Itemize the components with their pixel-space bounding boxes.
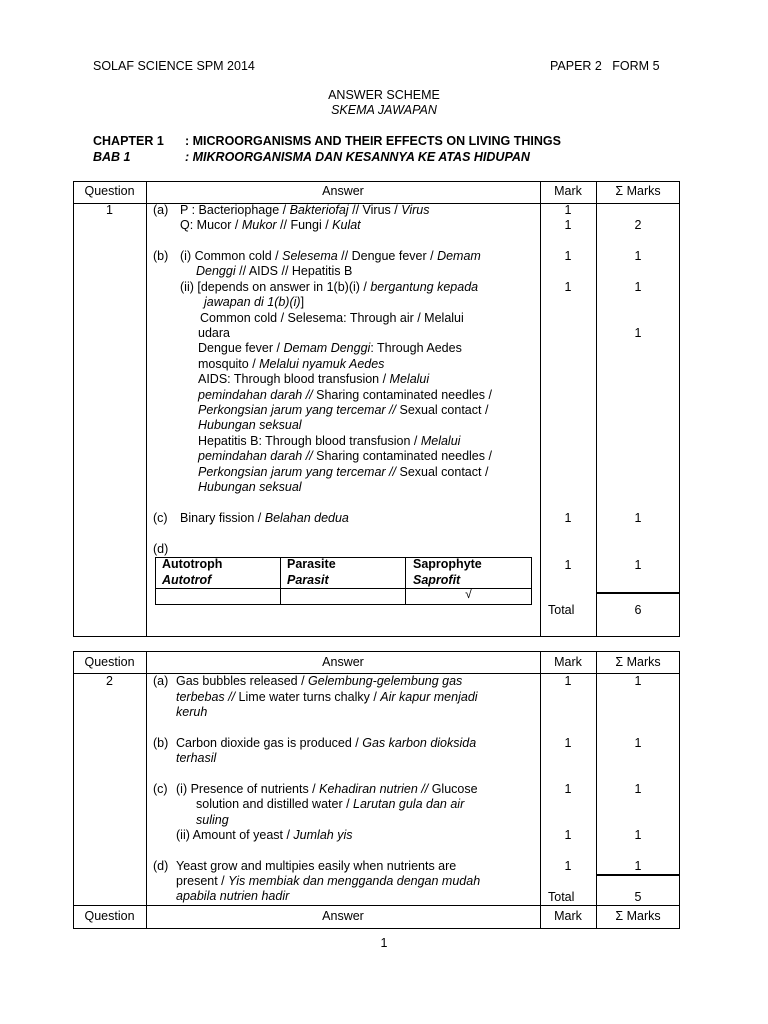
answer-line: Q: Mucor / Mukor // Fungi / Kulat — [180, 218, 361, 232]
part-label: (a) — [153, 674, 169, 688]
total-label: Total — [548, 603, 575, 617]
sum-mark-value: 1 — [634, 674, 642, 688]
mark-value: 1 — [564, 280, 572, 294]
answer-line: Gas bubbles released / Gelembung-gelembung gas — [176, 674, 463, 688]
sum-mark-value: 1 — [634, 782, 642, 796]
header-question: Question — [84, 909, 135, 923]
header-sum-marks: Σ Marks — [615, 655, 661, 669]
sum-mark-value: 1 — [634, 828, 642, 842]
part-label: (a) — [153, 203, 169, 217]
sum-mark-value: 1 — [634, 859, 642, 873]
answer-line: Hepatitis B: Through blood transfusion / Melalui — [198, 434, 461, 448]
col-header-ms: Saprofit — [413, 573, 461, 587]
mark-value: 1 — [564, 511, 572, 525]
header-mark: Mark — [554, 184, 582, 198]
answer-line: Dengue fever / Demam Denggi: Through Aedes — [198, 341, 462, 355]
answer-line: solution and distilled water / Larutan gula dan air — [196, 797, 465, 811]
part-label: (b) — [153, 736, 169, 750]
sum-mark-value: 1 — [634, 249, 642, 263]
part-label: (b) — [153, 249, 169, 263]
sum-mark-value: 1 — [634, 280, 642, 294]
answer-line: Hubungan seksual — [198, 418, 302, 432]
answer-line: apabila nutrien hadir — [176, 889, 290, 903]
bab-title: : MIKROORGANISMA DAN KESANNYA KE ATAS HIDUPAN — [185, 150, 530, 164]
answer-line: Common cold / Selesema: Through air / Melalui — [200, 311, 464, 325]
header-question: Question — [84, 655, 135, 669]
tick-mark: √ — [465, 587, 472, 601]
question-number: 2 — [106, 674, 113, 688]
col-header-ms: Parasit — [287, 573, 329, 587]
mark-value: 1 — [564, 558, 572, 572]
mark-value: 1 — [564, 249, 572, 263]
sum-mark-value: 2 — [634, 218, 642, 232]
col-header-en: Parasite — [287, 557, 336, 571]
header-right: PAPER 2 FORM 5 — [550, 59, 660, 73]
header-mark: Mark — [554, 909, 582, 923]
col-header-ms: Autotrof — [162, 573, 212, 587]
answer-line: mosquito / Melalui nyamuk Aedes — [198, 357, 385, 371]
mark-value: 1 — [564, 674, 572, 688]
answer-line: pemindahan darah // Sharing contaminated needles / — [198, 388, 492, 402]
total-label: Total — [548, 890, 575, 904]
bab-label: BAB 1 — [93, 150, 131, 164]
sum-mark-value: 1 — [634, 736, 642, 750]
answer-line: P : Bacteriophage / Bakteriofaj // Virus / Virus — [180, 203, 430, 217]
answer-line: AIDS: Through blood transfusion / Melalui — [198, 372, 430, 386]
part-label: (d) — [153, 859, 169, 873]
mark-value: 1 — [564, 859, 572, 873]
col-header-en: Autotroph — [162, 557, 223, 571]
sum-mark-value: 1 — [634, 558, 642, 572]
answer-line: Carbon dioxide gas is produced / Gas karbon dioksida — [176, 736, 477, 750]
answer-line: (i) Common cold / Selesema // Dengue fever / Demam — [180, 249, 481, 263]
total-value: 5 — [634, 890, 642, 904]
answer-line: Binary fission / Belahan dedua — [180, 511, 349, 525]
answer-line: jawapan di 1(b)(i)] — [204, 295, 305, 309]
col-header-en: Saprophyte — [413, 557, 482, 571]
header-mark: Mark — [554, 655, 582, 669]
title-skema-jawapan: SKEMA JAWAPAN — [331, 103, 437, 117]
question-number: 1 — [106, 203, 113, 217]
sum-mark-value: 1 — [634, 326, 642, 340]
chapter-label: CHAPTER 1 — [93, 134, 164, 148]
answer-line: present / Yis membiak dan mengganda dengan mudah — [176, 874, 481, 888]
part-label: (c) — [153, 511, 168, 525]
answer-line: Denggi // AIDS // Hepatitis B — [196, 264, 353, 278]
mark-value: 1 — [564, 218, 572, 232]
answer-line: pemindahan darah // Sharing contaminated needles / — [198, 449, 492, 463]
answer-line: (ii) Amount of yeast / Jumlah yis — [176, 828, 353, 842]
answer-line: Perkongsian jarum yang tercemar // Sexual contact / — [198, 403, 489, 417]
page-number: 1 — [380, 936, 388, 950]
answer-line: terbebas // Lime water turns chalky / Air kapur menjadi — [176, 690, 478, 704]
header-answer: Answer — [322, 184, 364, 198]
header-answer: Answer — [322, 909, 364, 923]
chapter-title: : MICROORGANISMS AND THEIR EFFECTS ON LIVING THINGS — [185, 134, 561, 148]
part-label: (d) — [153, 542, 169, 556]
mark-value: 1 — [564, 782, 572, 796]
header-left: SOLAF SCIENCE SPM 2014 — [93, 59, 255, 73]
answer-line: Yeast grow and multipies easily when nutrients are — [176, 859, 457, 873]
answer-line: udara — [198, 326, 230, 340]
header-sum-marks: Σ Marks — [615, 184, 661, 198]
total-value: 6 — [634, 603, 642, 617]
mark-value: 1 — [564, 203, 572, 217]
answer-line: keruh — [176, 705, 208, 719]
mark-value: 1 — [564, 828, 572, 842]
answer-line: (i) Presence of nutrients / Kehadiran nutrien // Glucose — [176, 782, 478, 796]
answer-line: Perkongsian jarum yang tercemar // Sexual contact / — [198, 465, 489, 479]
part-label: (c) — [153, 782, 168, 796]
answer-line: Hubungan seksual — [198, 480, 302, 494]
title-answer-scheme: ANSWER SCHEME — [328, 88, 440, 102]
answer-line: suling — [196, 813, 229, 827]
answer-line: (ii) [depends on answer in 1(b)(i) / bergantung kepada — [180, 280, 479, 294]
mark-value: 1 — [564, 736, 572, 750]
sum-mark-value: 1 — [634, 511, 642, 525]
header-question: Question — [84, 184, 135, 198]
answer-line: terhasil — [176, 751, 217, 765]
header-sum-marks: Σ Marks — [615, 909, 661, 923]
header-answer: Answer — [322, 655, 364, 669]
